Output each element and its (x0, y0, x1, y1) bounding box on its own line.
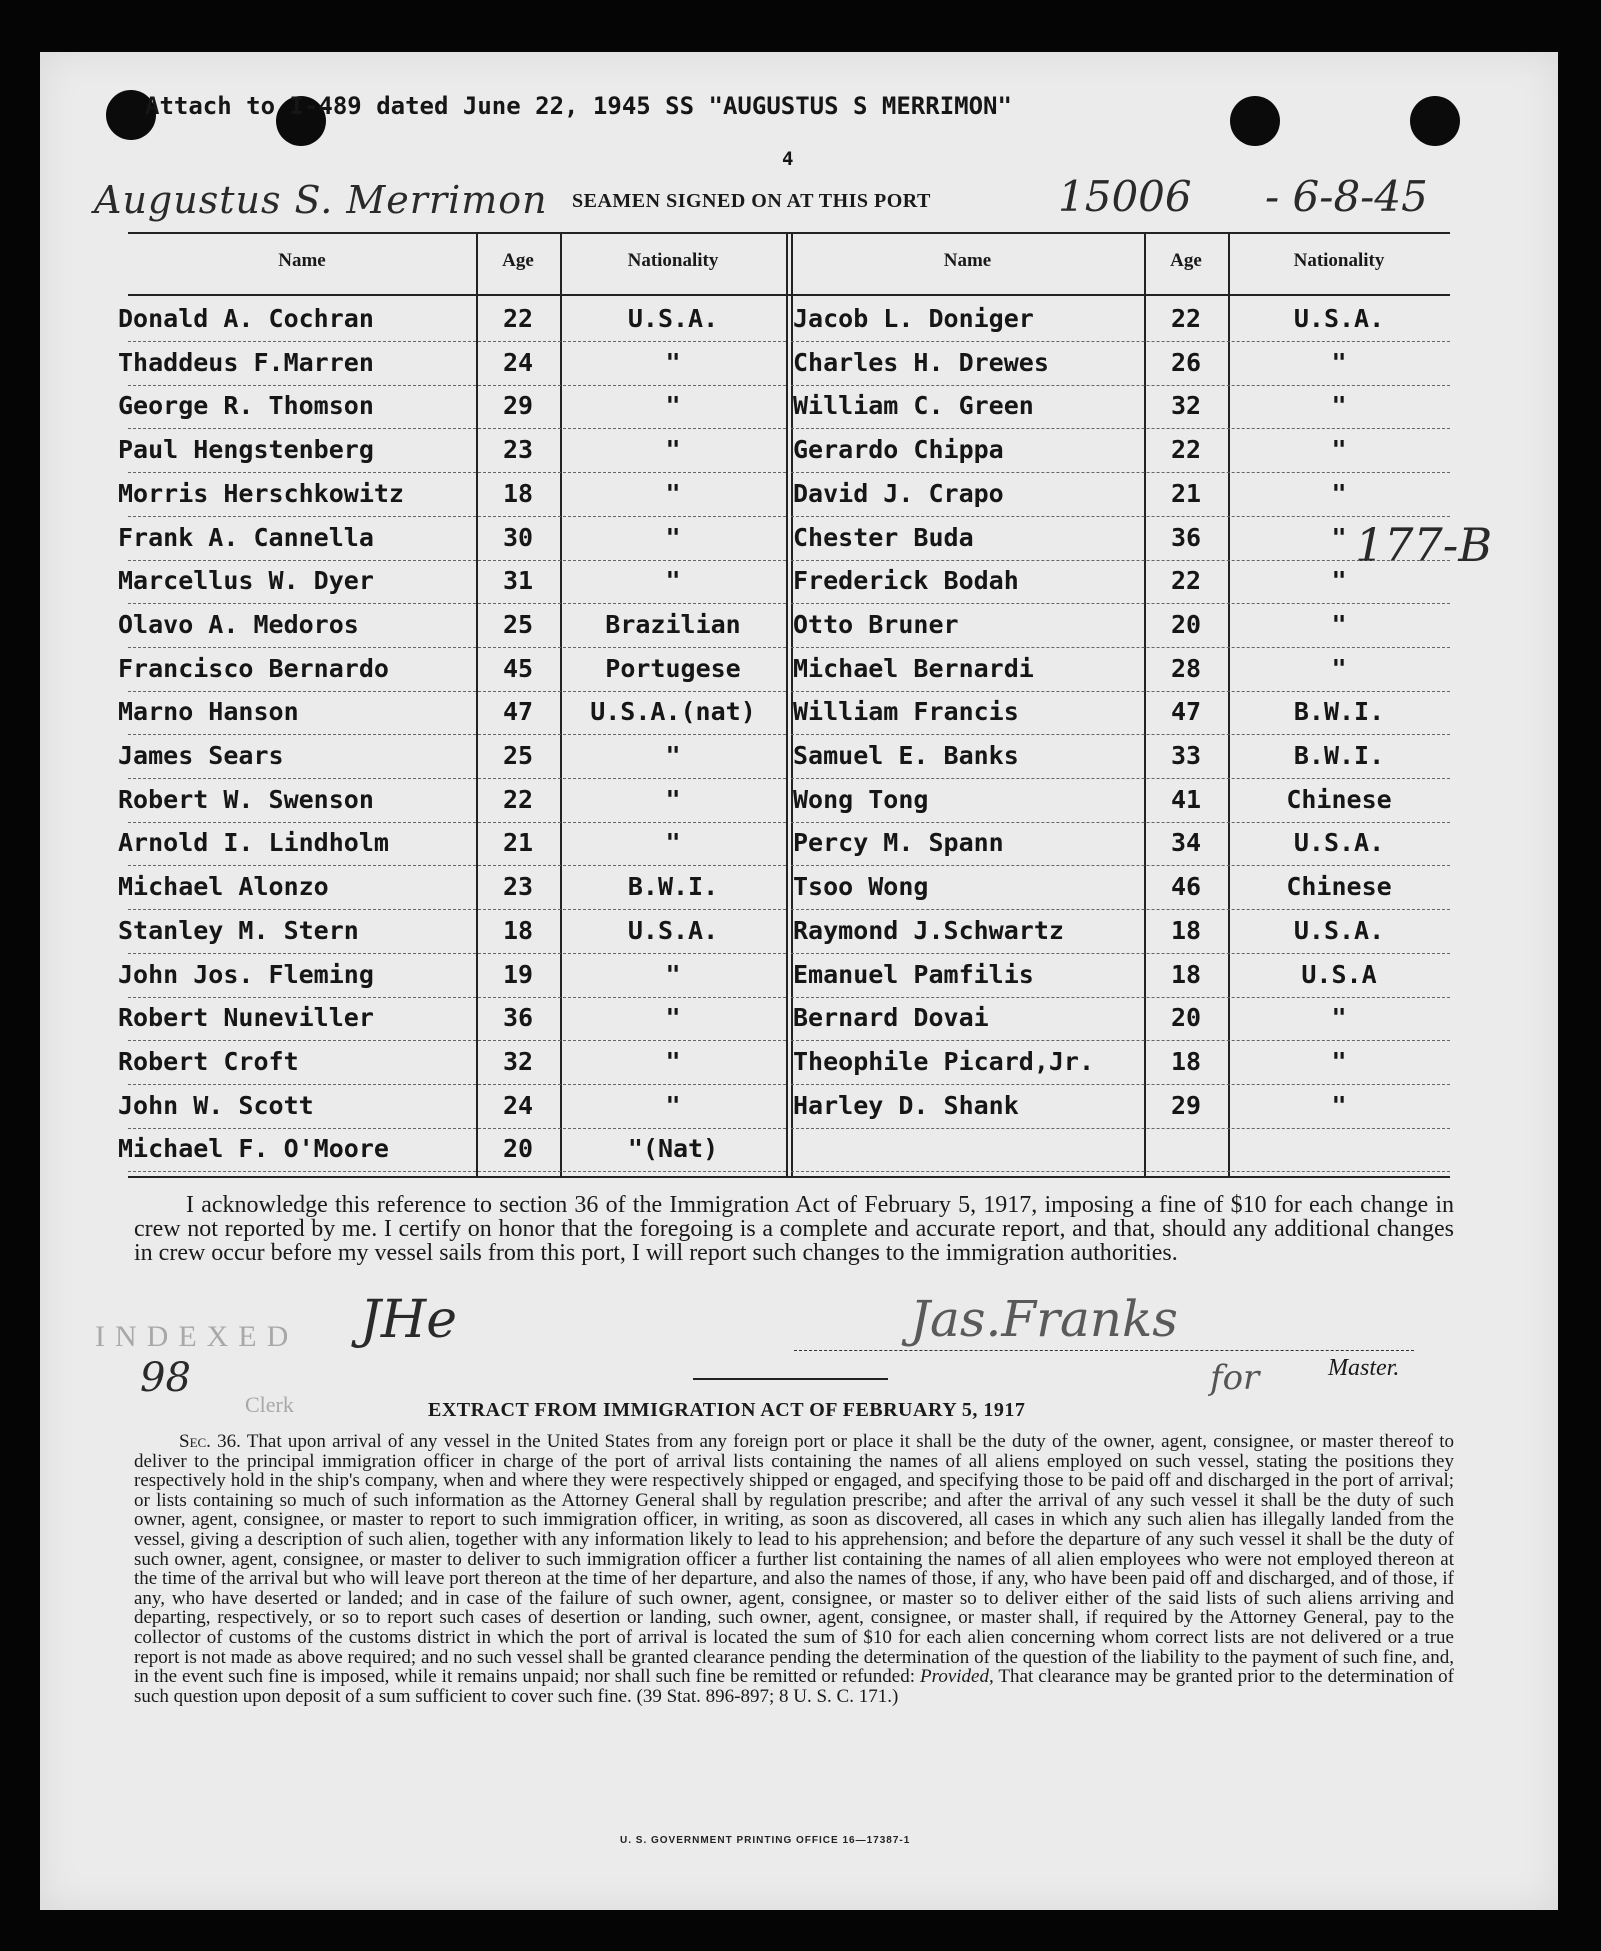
row-dotted-rule (128, 909, 786, 910)
crew-nationality: " (665, 391, 681, 421)
row-dotted-rule (128, 734, 786, 735)
crew-nationality: " (1331, 1090, 1347, 1120)
crew-name: Jacob L. Doniger (793, 304, 1034, 333)
crew-nationality: " (1331, 347, 1347, 377)
row-dotted-rule (128, 778, 786, 779)
crew-name: Tsoo Wong (793, 872, 929, 902)
row-dotted-rule (128, 1084, 786, 1085)
right-crew-row (791, 912, 1450, 956)
crew-name: Morris Herschkowitz (118, 478, 404, 508)
row-dotted-rule (791, 1128, 1450, 1129)
row-dotted-rule (791, 472, 1450, 473)
row-dotted-rule (128, 385, 786, 386)
handwritten-for: for (1210, 1358, 1260, 1398)
row-dotted-rule (791, 428, 1450, 429)
crew-name: Marno Hanson (118, 697, 299, 727)
crew-nationality: " (665, 1046, 681, 1076)
row-dotted-rule (128, 647, 786, 648)
crew-name: Michael Bernardi (793, 653, 1034, 683)
table-bottom-rule (128, 1176, 1450, 1178)
row-dotted-rule (791, 822, 1450, 823)
crew-age: 29 (1170, 1090, 1202, 1120)
left-crew-row (118, 1130, 786, 1174)
row-dotted-rule (128, 1128, 786, 1129)
punch-hole (1230, 96, 1280, 146)
extract-text (134, 1432, 1454, 1706)
crew-age: 21 (1170, 478, 1202, 508)
left-crew-row (118, 519, 786, 563)
crew-age: 26 (1170, 347, 1202, 377)
left-crew-row (118, 999, 786, 1043)
left-crew-row (118, 912, 786, 956)
crew-name: Percy M. Spann (793, 828, 1004, 858)
crew-name: Robert W. Swenson (118, 784, 374, 814)
left-crew-row (118, 431, 786, 475)
crew-nationality: " (665, 1003, 681, 1033)
left-crew-row (118, 562, 786, 606)
row-dotted-rule (791, 778, 1450, 779)
crew-nationality: " (1331, 609, 1347, 639)
left-crew-row (118, 737, 786, 781)
row-dotted-rule (791, 953, 1450, 954)
crew-age: 36 (1170, 522, 1202, 552)
left-crew-row (118, 650, 786, 694)
crew-age: 22 (1170, 435, 1202, 465)
crew-nationality: U.S.A. (1293, 304, 1385, 333)
crew-nationality: B.W.I. (627, 872, 719, 902)
punch-hole (1410, 96, 1460, 146)
crew-nationality: " (1331, 566, 1347, 596)
crew-nationality: B.W.I. (1293, 741, 1385, 770)
crew-age: 47 (1170, 697, 1202, 727)
crew-age: 24 (502, 347, 534, 377)
left-crew-row (118, 300, 786, 344)
left-crew-row (118, 475, 786, 519)
left-name-header: Name (278, 250, 326, 271)
row-dotted-rule (128, 1040, 786, 1041)
crew-nationality: " (665, 828, 681, 858)
right-crew-row (791, 344, 1450, 388)
crew-age: 18 (1170, 915, 1202, 945)
crew-age: 45 (502, 653, 534, 683)
section-title: SEAMEN SIGNED ON AT THIS PORT (572, 190, 931, 212)
crew-nationality: " (665, 784, 681, 814)
extract-title: EXTRACT FROM IMMIGRATION ACT OF FEBRUARY 5, 1917 (428, 1399, 1026, 1421)
row-dotted-rule (791, 385, 1450, 386)
right-crew-row (791, 606, 1450, 650)
row-dotted-rule (128, 560, 786, 561)
crew-age: 20 (1170, 1003, 1202, 1033)
table-top-rule (128, 232, 1450, 234)
crew-name: Robert Croft (118, 1046, 299, 1076)
row-dotted-rule (128, 1171, 786, 1172)
right-crew-row (791, 650, 1450, 694)
crew-age: 22 (502, 304, 534, 333)
crew-name: William C. Green (793, 391, 1034, 421)
crew-nationality: Brazilian (605, 609, 741, 639)
crew-nationality: Chinese (1286, 784, 1392, 814)
row-dotted-rule (791, 560, 1450, 561)
row-dotted-rule (128, 603, 786, 604)
crew-name: Emanuel Pamfilis (793, 959, 1034, 989)
crew-name: Bernard Dovai (793, 1003, 989, 1033)
crew-nationality: U.S.A. (1293, 828, 1385, 858)
crew-name: Otto Bruner (793, 609, 959, 639)
crew-nationality: "(Nat) (627, 1134, 719, 1164)
crew-age: 18 (502, 478, 534, 508)
extract-provided: Provided, (920, 1666, 994, 1688)
crew-name: Theophile Picard,Jr. (793, 1046, 1095, 1076)
crew-name: Donald A. Cochran (118, 304, 374, 333)
separator-rule (693, 1378, 888, 1380)
row-dotted-rule (128, 691, 786, 692)
right-nationality-header: Nationality (1293, 250, 1385, 271)
handwritten-98: 98 (140, 1355, 191, 1401)
crew-name: Samuel E. Banks (793, 741, 1019, 770)
crew-age: 18 (1170, 1046, 1202, 1076)
master-signature: Jas.Franks (910, 1290, 1178, 1348)
left-crew-row (118, 781, 786, 825)
crew-nationality: " (665, 435, 681, 465)
right-crew-row (791, 824, 1450, 868)
crew-age: 31 (502, 566, 534, 596)
crew-name: Marcellus W. Dyer (118, 566, 374, 596)
left-crew-row (118, 387, 786, 431)
crew-age: 33 (1170, 741, 1202, 770)
right-crew-row (791, 1043, 1450, 1087)
crew-age: 24 (502, 1090, 534, 1120)
crew-nationality: U.S.A.(nat) (590, 697, 756, 727)
left-crew-row (118, 1087, 786, 1131)
row-dotted-rule (128, 953, 786, 954)
crew-name: Harley D. Shank (793, 1090, 1019, 1120)
crew-age: 32 (502, 1046, 534, 1076)
crew-name: Thaddeus F.Marren (118, 347, 374, 377)
right-crew-row (791, 519, 1450, 563)
crew-name: Michael Alonzo (118, 872, 329, 902)
extract-body: That upon arrival of any vessel in the United States from any foreign port or place it shall be the duty of the owner, agent, consignee, or master thereof to deliver to the principal immigration officer in charge of the port of arrival lists containing the names of all aliens employed on such vessel, stating the positions they respectively hold in the ship's company, when and where they were respectively shipped or engaged, and specifying those to be paid off and discharged in the port of arrival; or lists containing so much of such information as the Attorney General shall by regulation prescribe; and after the arrival of any such vessel it shall be the duty of such owner, agent, consignee, or master to report to such immigration officer, in writing, as soon as discovered, all cases in which any such alien has illegally landed from the vessel, giving a description of such alien, together with any information likely to lead to his apprehension; and before the departure of any such vessel it shall be the duty of such owner, agent, consignee, or master to deliver to such immigration officer a further list containing the names of all alien employees who were not employed thereon at the time of the arrival but who will leave port thereon at the time of her departure, and also the names of those, if any, who have been paid off and discharged, and of those, if any, who have deserted or landed; and in case of the failure of such owner, agent, consignee, or master so to deliver either of the said lists of such aliens arriving and departing, respectively, or so to report such cases of desertion or landing, such owner, agent, consignee, or master shall, if required by the Attorney General, pay to the collector of customs of the customs district in which the port of arrival is located the sum of $10 for each alien concerning whom correct lists are not delivered or a true report is not made as above required; and no such vessel shall be granted clearance pending the determination of the question of the liability to the payment of such fine, and, in the event such fine is imposed, while it remains unpaid; nor shall such fine be remitted or refunded: (134, 1431, 1454, 1688)
crew-name: Stanley M. Stern (118, 915, 359, 945)
crew-age: 20 (1170, 609, 1202, 639)
crew-name: John Jos. Fleming (118, 959, 374, 989)
row-dotted-rule (791, 1040, 1450, 1041)
crew-nationality: U.S.A (1301, 959, 1377, 989)
crew-name: John W. Scott (118, 1090, 314, 1120)
page-number: 4 (782, 148, 794, 170)
left-crew-row (118, 1043, 786, 1087)
row-dotted-rule (128, 997, 786, 998)
left-crew-row (118, 824, 786, 868)
row-dotted-rule (791, 1171, 1450, 1172)
row-dotted-rule (791, 997, 1450, 998)
right-crew-row (791, 868, 1450, 912)
clerk-label: Clerk (245, 1392, 294, 1417)
row-dotted-rule (791, 647, 1450, 648)
right-crew-row (791, 956, 1450, 1000)
right-age-header: Age (1170, 250, 1202, 271)
crew-age: 41 (1170, 784, 1202, 814)
crew-age: 23 (502, 872, 534, 902)
crew-age: 22 (1170, 304, 1202, 333)
crew-nationality: " (1331, 653, 1347, 683)
crew-age: 46 (1170, 872, 1202, 902)
master-label: Master. (1328, 1355, 1400, 1381)
crew-table (118, 232, 1450, 1178)
crew-age: 30 (502, 522, 534, 552)
right-name-header: Name (943, 250, 992, 271)
crew-name: William Francis (793, 697, 1019, 727)
right-crew-row (791, 300, 1450, 344)
crew-age: 25 (502, 609, 534, 639)
crew-nationality: U.S.A. (627, 304, 719, 333)
crew-nationality: Portugese (605, 653, 741, 683)
crew-nationality: " (1331, 478, 1347, 508)
right-crew-row (791, 475, 1450, 519)
handwritten-note: 177-B (1355, 518, 1493, 572)
right-crew-row (791, 562, 1450, 606)
row-dotted-rule (128, 472, 786, 473)
crew-age: 25 (502, 741, 534, 770)
acknowledgment-paragraph: I acknowledge this reference to section 36 of the Immigration Act of February 5, 1917, imposing a fine of $10 for each change in crew not reported by me. I certify on honor that the foregoing is a complete and accurate report, and that, should any additional changes in crew occur before my vessel sails from this port, I will report such changes to the immigration authorities. (134, 1192, 1454, 1266)
crew-nationality: B.W.I. (1293, 697, 1385, 727)
crew-age: 19 (502, 959, 534, 989)
row-dotted-rule (128, 341, 786, 342)
crew-age: 36 (502, 1003, 534, 1033)
crew-nationality: Chinese (1286, 872, 1392, 902)
crew-name: Raymond J.Schwartz (793, 915, 1064, 945)
crew-nationality: " (665, 959, 681, 989)
crew-age: 34 (1170, 828, 1202, 858)
left-crew-row (118, 606, 786, 650)
crew-name: Francisco Bernardo (118, 653, 389, 683)
row-dotted-rule (791, 865, 1450, 866)
crew-name: James Sears (118, 741, 284, 770)
crew-nationality: U.S.A. (627, 915, 719, 945)
crew-name: Charles H. Drewes (793, 347, 1049, 377)
crew-age: 32 (1170, 391, 1202, 421)
right-crew-row (791, 693, 1450, 737)
crew-nationality: " (1331, 391, 1347, 421)
extract-section-lead: Sec. 36. (179, 1431, 241, 1452)
left-crew-row (118, 956, 786, 1000)
crew-nationality: " (1331, 522, 1347, 552)
printer-imprint: U. S. GOVERNMENT PRINTING OFFICE 16—17387-1 (620, 1835, 911, 1846)
crew-age: 18 (502, 915, 534, 945)
signature-line (794, 1350, 1414, 1351)
crew-name: David J. Crapo (793, 478, 1004, 508)
crew-nationality: " (665, 522, 681, 552)
table-header-rule (128, 294, 1450, 296)
right-crew-row (791, 1130, 1450, 1174)
crew-nationality: " (665, 566, 681, 596)
crew-name: Michael F. O'Moore (118, 1134, 389, 1164)
right-crew-row (791, 387, 1450, 431)
left-crew-row (118, 868, 786, 912)
crew-age: 20 (502, 1134, 534, 1164)
right-crew-row (791, 737, 1450, 781)
crew-age: 21 (502, 828, 534, 858)
crew-name: Gerardo Chippa (793, 435, 1004, 465)
crew-age: 18 (1170, 959, 1202, 989)
crew-name: Paul Hengstenberg (118, 435, 374, 465)
left-crew-row (118, 693, 786, 737)
crew-name: Frederick Bodah (793, 566, 1019, 596)
crew-name: Olavo A. Medoros (118, 609, 359, 639)
left-nationality-header: Nationality (627, 250, 719, 271)
crew-age: 23 (502, 435, 534, 465)
crew-nationality: " (1331, 435, 1347, 465)
right-crew-row (791, 1087, 1450, 1131)
row-dotted-rule (128, 822, 786, 823)
left-crew-row (118, 344, 786, 388)
row-dotted-rule (128, 865, 786, 866)
crew-name: Frank A. Cannella (118, 522, 374, 552)
crew-nationality: " (665, 347, 681, 377)
crew-age: 29 (502, 391, 534, 421)
crew-nationality: " (665, 1090, 681, 1120)
crew-age: 22 (502, 784, 534, 814)
handwritten-ship-name: Augustus S. Merrimon (94, 178, 548, 222)
row-dotted-rule (791, 603, 1450, 604)
column-divider (786, 232, 788, 1178)
indexed-stamp: INDEXED (95, 1320, 299, 1353)
right-crew-row (791, 999, 1450, 1043)
crew-name: Robert Nuneviller (118, 1003, 374, 1033)
crew-name: Wong Tong (793, 784, 929, 814)
crew-nationality: " (665, 741, 681, 770)
crew-age: 47 (502, 697, 534, 727)
row-dotted-rule (791, 691, 1450, 692)
crew-nationality: " (1331, 1046, 1347, 1076)
crew-age: 22 (1170, 566, 1202, 596)
right-crew-row (791, 431, 1450, 475)
row-dotted-rule (791, 341, 1450, 342)
row-dotted-rule (791, 909, 1450, 910)
handwritten-initials: JHe (360, 1290, 457, 1350)
crew-name: Arnold I. Lindholm (118, 828, 389, 858)
crew-age: 28 (1170, 653, 1202, 683)
crew-name: George R. Thomson (118, 391, 374, 421)
row-dotted-rule (128, 428, 786, 429)
row-dotted-rule (128, 516, 786, 517)
crew-nationality: " (1331, 1003, 1347, 1033)
crew-name: Chester Buda (793, 522, 974, 552)
left-age-header: Age (502, 250, 534, 271)
row-dotted-rule (791, 1084, 1450, 1085)
right-crew-row (791, 781, 1450, 825)
handwritten-number: 15006 (1058, 172, 1192, 221)
handwritten-date: - 6-8-45 (1265, 172, 1428, 221)
row-dotted-rule (791, 516, 1450, 517)
attachment-header: Attach to I-489 dated June 22, 1945 SS "AUGUSTUS S MERRIMON" (145, 92, 1012, 120)
crew-nationality: " (665, 478, 681, 508)
extract-tail: That clearance may be granted prior to the determination of such question upon deposit of a sum sufficient to cover such fine. (39 Stat. 896-897; 8 U. S. C. 171.) (134, 1666, 1454, 1707)
crew-nationality: U.S.A. (1293, 915, 1385, 945)
row-dotted-rule (791, 734, 1450, 735)
